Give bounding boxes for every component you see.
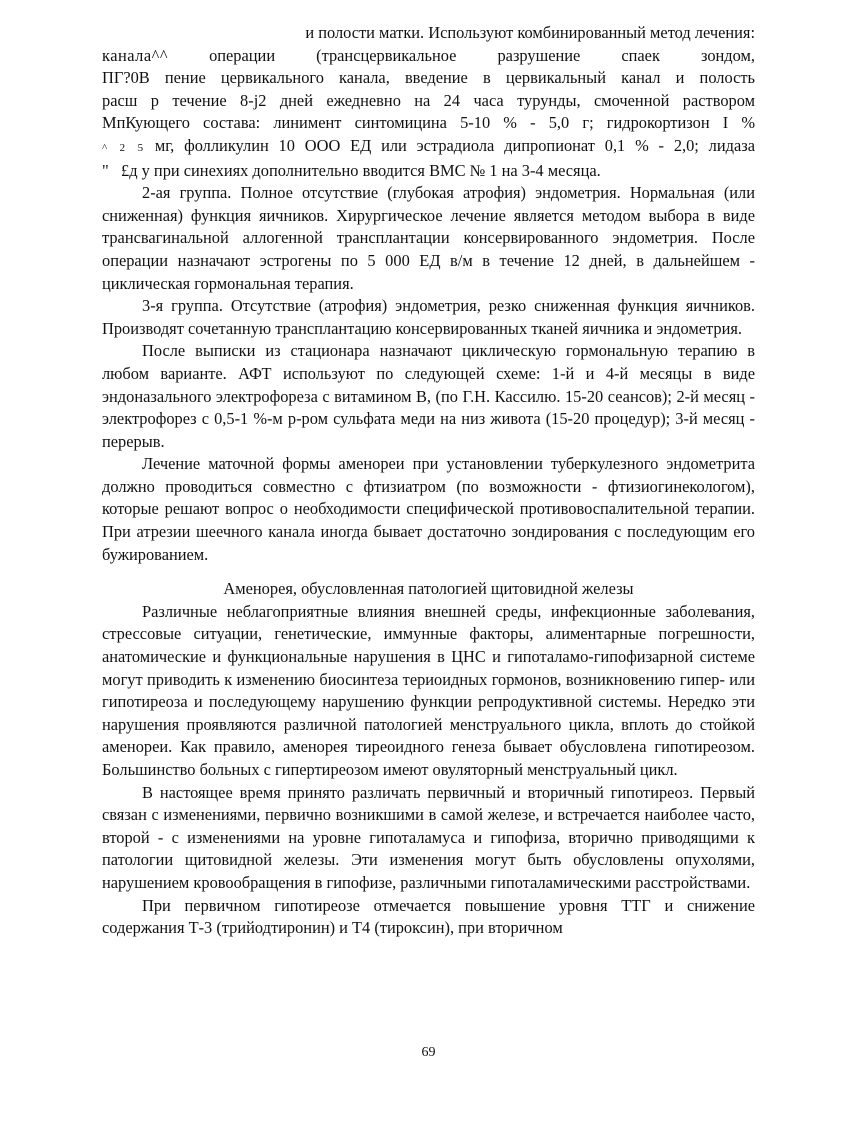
top-paragraph [102, 22, 755, 182]
top-line-7 [102, 160, 755, 183]
paragraph-thyroid-3: При первичном гипотиреозе отмечается повышение уровня ТТГ и снижение содержания Т-3 (трийодтиронин) и Т4 (тироксин), при вторичном [102, 895, 755, 938]
top-line-2-lead: канала^^ [102, 45, 169, 65]
top-line-2 [102, 45, 755, 68]
top-line-4-rest: р течение 8-j2 дней ежедневно на 24 часа турунды, смоченной раствором [137, 90, 755, 110]
top-line-3-rest: пение цервикального канала, введение в цервикальный канал и полость [149, 68, 755, 88]
paragraph-tuberculosis: Лечение маточной формы аменореи при установлении туберкулезного эндометрита должно проводиться совместно с фтизиатром (по возможности - фтизиогинекологом), которые решают вопрос о необходимости специфической противовоспалительной терапии. При атрезии шеечного канала иногда бывает достаточно зондирования с последующим его бужированием. [102, 454, 755, 564]
paragraph-thyroid-1: Различные неблагоприятные влияния внешней среды, инфекционные заболевания, стрессовые ситуации, генетические, иммунные факторы, алиментарные погрешности, анатомические и функциональные нарушения в ЦНС и гипоталамо-гипофизарной системе могут приводить к изменению биосинтеза териоидных гормонов, возникновению гипер- или гипотиреоза и последующему нарушению функции репродуктивной системы. Нередко эти нарушения проявляются различной патологией менструального цикла, вплоть до стойкой аменореи. Как правило, аменорея тиреоидного генеза бывает обусловлена гипотиреозом. Большинство больных с гипертиреозом имеют овуляторный менструальный цикл. [102, 601, 755, 779]
top-line-3 [102, 67, 755, 90]
top-line-1 [102, 22, 755, 45]
top-line-5-rest: состава: линимент синтомицина 5-10 % - 5,0 г; гидрокортизон I % [189, 113, 755, 133]
top-line-2-rest: операции (трансцервикальное разрушение спаек зондом, [168, 45, 755, 65]
top-line-1-text: и полости матки. Используют комбинированный метод лечения: [305, 23, 755, 42]
paragraph-group-3: 3-я группа. Отсутствие (атрофия) эндометрия, резко сниженная функция яичников. Производят сочетанную трансплантацию консервированных тканей яичника и эндометрия. [102, 296, 755, 338]
top-line-6-lead: ^ 2 5 [102, 141, 146, 154]
page-number: 69 [421, 1045, 436, 1060]
paragraph-after-discharge: После выписки из стационара назначают циклическую гормональную терапию в любом варианте. АФТ используют по следующей схеме: 1-й и 4-й месяцы в виде эндоназального электрофореза с витамином В, (по Г.Н. Кассилю. 15-20 сеансов); 2-й месяц - электрофорез с 0,5-1 %-м р-ром сульфата меди на низ живота (15-20 процедур); 3-й месяц - перерыв. [102, 341, 755, 451]
top-line-7-lead: " [102, 160, 109, 180]
document-page [102, 22, 755, 940]
top-line-4-lead: расш [102, 90, 138, 110]
top-line-6 [102, 135, 755, 160]
paragraph-thyroid-2: В настоящее время принято различать первичный и вторичный гипотиреоз. Первый связан с изменениями, первично возникшими в самой железе, и встречается наиболее часто, второй - с изменениями на уровне гипоталамуса и гипофиза, вторично приводящими к патологии щитовидной железы. Эти изменения могут быть обусловлены опухолями, нарушением кровообращения в гипофизе, различными гипоталамическими расстройствами. [102, 782, 755, 892]
top-line-5-lead: МпКующего [102, 113, 190, 133]
top-line-3-lead: ПГ?0В [102, 68, 150, 88]
section-heading: Аменорея, обусловленная патологией щитовидной железы [223, 579, 634, 599]
top-line-4 [102, 90, 755, 113]
paragraph-group-2: 2-ая группа. Полное отсутствие (глубокая атрофия) эндометрия. Нормальная (или сниженная) функция яичников. Хирургическое лечение является методом выбора в виде трансвагинальной аллогенной трансплантации консервированного эндометрия. После операции назначают эстрогены по 5 000 ЕД в/м в течение 12 дней, в дальнейшем - циклическая гормональная терапия. [102, 183, 755, 293]
top-line-7-rest: £д у при синехиях дополнительно вводится ВМС № 1 на 3-4 месяца. [108, 160, 601, 180]
top-line-6-rest: мг, фолликулин 10 ООО ЕД или эстрадиола дипропионат 0,1 % - 2,0; лидаза [145, 135, 755, 155]
top-line-5 [102, 112, 755, 135]
